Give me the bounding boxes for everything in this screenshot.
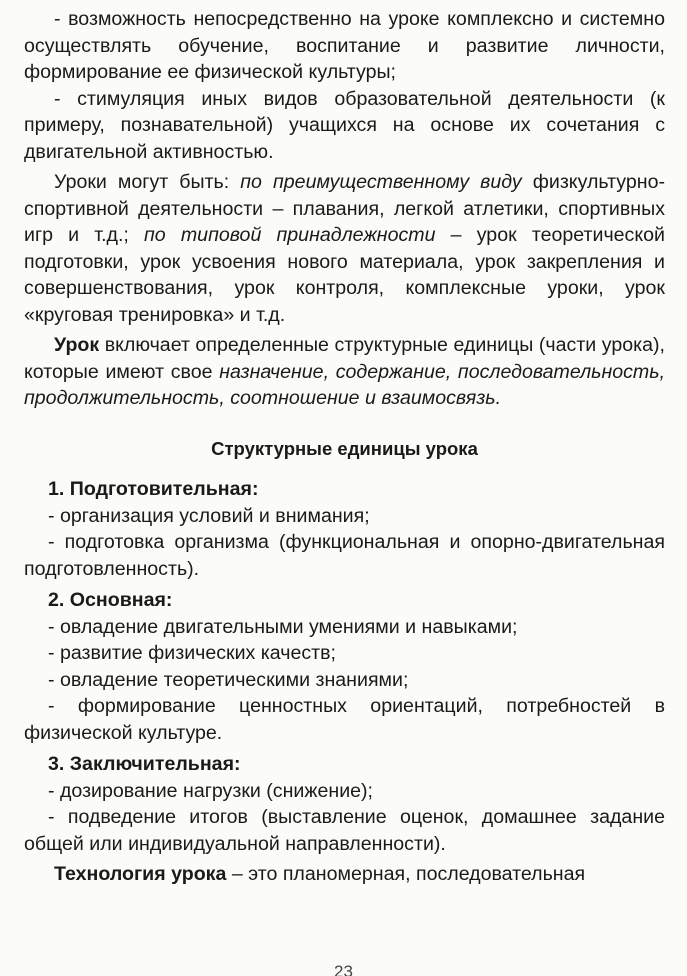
technology-text: – это планомерная, последовательная bbox=[226, 863, 586, 885]
by-type-text: – урок теоретической подготовки, урок усвоения нового материала, урок закрепления и совершенствования, урок контроля, комплексные уроки, урок «круговая тренировка» и т.д. bbox=[24, 224, 665, 326]
technology-paragraph bbox=[24, 861, 665, 888]
list-item: - дозирование нагрузки (снижение); bbox=[48, 779, 373, 802]
intro-item-1: - возможность непосредственно на уроке комплексно и системно осуществлять обучение, воспитание и развитие личности, формирование ее физической культуры; bbox=[24, 8, 665, 83]
list-item: - овладение двигательными умениями и навыками; bbox=[48, 615, 518, 638]
lesson-types-paragraph bbox=[24, 169, 665, 328]
section-title: 3. Заключительная: bbox=[48, 753, 241, 775]
list-item: - формирование ценностных ориентаций, потребностей в физической культуре. bbox=[24, 695, 665, 744]
list-item: - развитие физических качеств; bbox=[48, 642, 336, 664]
lesson-term: Урок bbox=[54, 334, 100, 356]
list-item: - овладение теоретическими знаниями; bbox=[48, 668, 409, 691]
by-kind-text: физкультурно-спортивной деятельности – плавания, легкой атлетики, спортивных игр и т.д.; bbox=[24, 171, 665, 246]
section-final bbox=[24, 751, 665, 857]
structure-heading: Структурные единицы урока bbox=[211, 437, 478, 459]
section-main bbox=[24, 587, 665, 746]
page-number: 23 bbox=[334, 962, 353, 976]
by-type-label: по типовой принадлежности bbox=[144, 224, 436, 246]
technology-term: Технология урока bbox=[54, 863, 227, 885]
section-preparatory bbox=[24, 476, 665, 582]
lesson-definition-paragraph bbox=[24, 332, 665, 412]
lesson-attributes: назначение, содержание, последовательность, продолжительность, соотношение и взаимосвязь. bbox=[24, 360, 666, 409]
lesson-definition-text: включает определенные структурные единицы (части урока), которые имеют свое bbox=[24, 334, 665, 383]
section-title: 1. Подготовительная: bbox=[48, 478, 259, 500]
intro-item-2: - стимуляция иных видов образовательной деятельности (к примеру, познавательной) учащихся на основе их сочетания с двигательной активностью. bbox=[24, 87, 665, 163]
lesson-types-lead: Уроки могут быть: bbox=[54, 171, 241, 193]
list-item: - подготовка организма (функциональная и опорно-двигательная подготовленность). bbox=[24, 531, 665, 580]
list-item: - подведение итогов (выставление оценок, домашнее задание общей или индивидуальной направленности). bbox=[24, 806, 665, 855]
section-title: 2. Основная: bbox=[48, 589, 173, 611]
by-kind-label: по преимущественному виду bbox=[240, 171, 522, 193]
list-item: - организация условий и внимания; bbox=[48, 504, 370, 527]
